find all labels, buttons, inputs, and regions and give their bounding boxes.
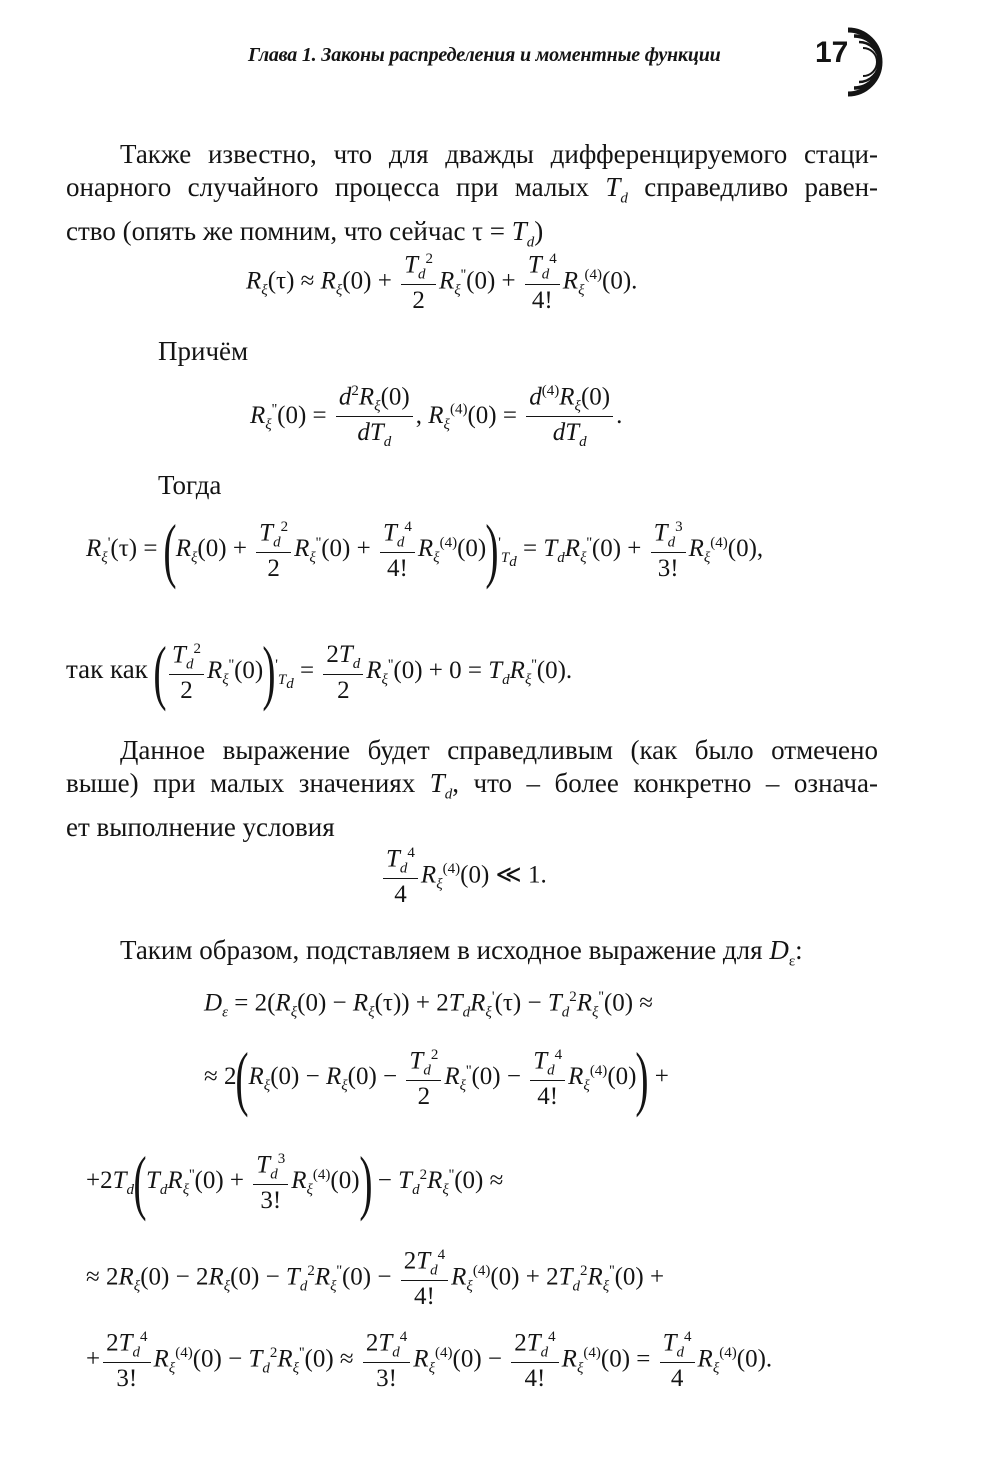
equation-derivation-step-1: $D_\varepsilon = 2(R_\xi(0) - R_\xi(\tau)) + 2T_dR_\xi'(\tau) - T_d^2R_\xi''(0)$ ≈ <box>204 989 654 1021</box>
equation-derivative-definitions: $R_\xi''(0)$ = $\frac{d^2R_\xi(0)}{dT_d}$ , $R_\xi^{(4)}(0)$ = $\frac{d^{(4)}R_\xi(0)}{dT_d}$ . <box>250 383 623 451</box>
paragraph-3 <box>66 934 878 978</box>
equation-derivation-step-4: ≈ $2R_\xi(0) - 2R_\xi(0) - T_d^2R_\xi''(0)$ − $\frac{2T_d^4}{4!}$ $R_\xi^{(4)}(0) + 2T_d^2R_\xi''(0)$ + <box>86 1247 665 1311</box>
paragraph-1-line-2: онарного случайного процесса при малых $T_d$ справедливо равен- <box>66 172 879 207</box>
paragraph-2-line-2: выше) при малых значениях $T_d$, что – более конкретно – означа- <box>66 768 878 803</box>
equation-taylor-expansion: $R_\xi(\tau) \approx R_\xi(0)$ + $\frac{T_d^2}{2}$ $R_\xi''(0)$ + $\frac{T_d^4}{4!}$ $R_\xi^{(4)}(0)$. <box>246 251 638 315</box>
equation-derivation-step-5: + $\frac{2T_d^4}{3!}$ $R_\xi^{(4)}(0) - T_d^2R_\xi''(0)$ ≈ $\frac{2T_d^4}{3!}$ $R_\xi^{(4)}(0)$ − $\frac{2T_d^4}{4!}$ $R_\xi^{(4)}(0)$ = $\frac{T_d^4}{4}$ $R_\xi^{(4)}(0)$. <box>86 1329 773 1393</box>
paragraph-2 <box>66 734 878 844</box>
label-togda: Тогда <box>158 470 222 500</box>
paragraph-3-line-1: Таким образом, подставляем в исходное выражение для $D_\varepsilon$: <box>120 935 803 970</box>
paragraph-1-line-1: Также известно, что для дважды дифференцируемого стаци- <box>120 139 878 169</box>
equation-derivation-step-3: $+2T_d(T_dR_\xi''(0)$ + $\frac{T_d^3}{3!}$ $R_\xi^{(4)}(0)) - T_d^2R_\xi''(0)$ ≈ <box>86 1142 504 1222</box>
paragraph-2-line-3: ет выполнение условия <box>66 812 335 843</box>
equation-derivation-step-2: ≈ $2(R_\xi(0) - R_\xi(0)$ − $\frac{T_d^2}{2}$ $R_\xi''(0)$ − $\frac{T_d^4}{4!}$ $R_\xi^{(4)}(0)$) + <box>204 1038 669 1118</box>
page-number-arc-icon <box>846 26 888 98</box>
label-prichem: Причём <box>158 336 249 366</box>
equation-first-derivative: $R_\xi'(\tau) = (R_\xi(0)$ + $\frac{T_d^2}{2}$ $R_\xi''(0)$ + $\frac{T_d^4}{4!}$ $R_\xi^{(4)}(0))'_{T_d} = T_dR_\xi''(0)$ + $\frac{T_d^3}{3!}$ $R_\xi^{(4)}(0)$, <box>86 510 764 590</box>
paragraph-1 <box>66 138 878 260</box>
page-number: 17 <box>815 36 849 69</box>
running-header: Глава 1. Законы распределения и моментные функции <box>248 44 721 66</box>
equation-condition: $\frac{T_d^4}{4}$ $R_\xi^{(4)}(0)$ ≪ 1. <box>380 846 547 907</box>
paragraph-2-line-1: Данное выражение будет справедливым (как было отмечено <box>120 735 878 765</box>
paragraph-1-line-3: ство (опять же помним, что сейчас $\tau = T_d$) <box>66 216 544 251</box>
equation-tak-kak: так как ( $\frac{T_d^2}{2}$ $R_\xi''(0))'_{T_d}$ = $\frac{2T_d}{2}$ $R_\xi''(0) + 0 = T_dR_\xi''(0)$. <box>66 632 573 712</box>
